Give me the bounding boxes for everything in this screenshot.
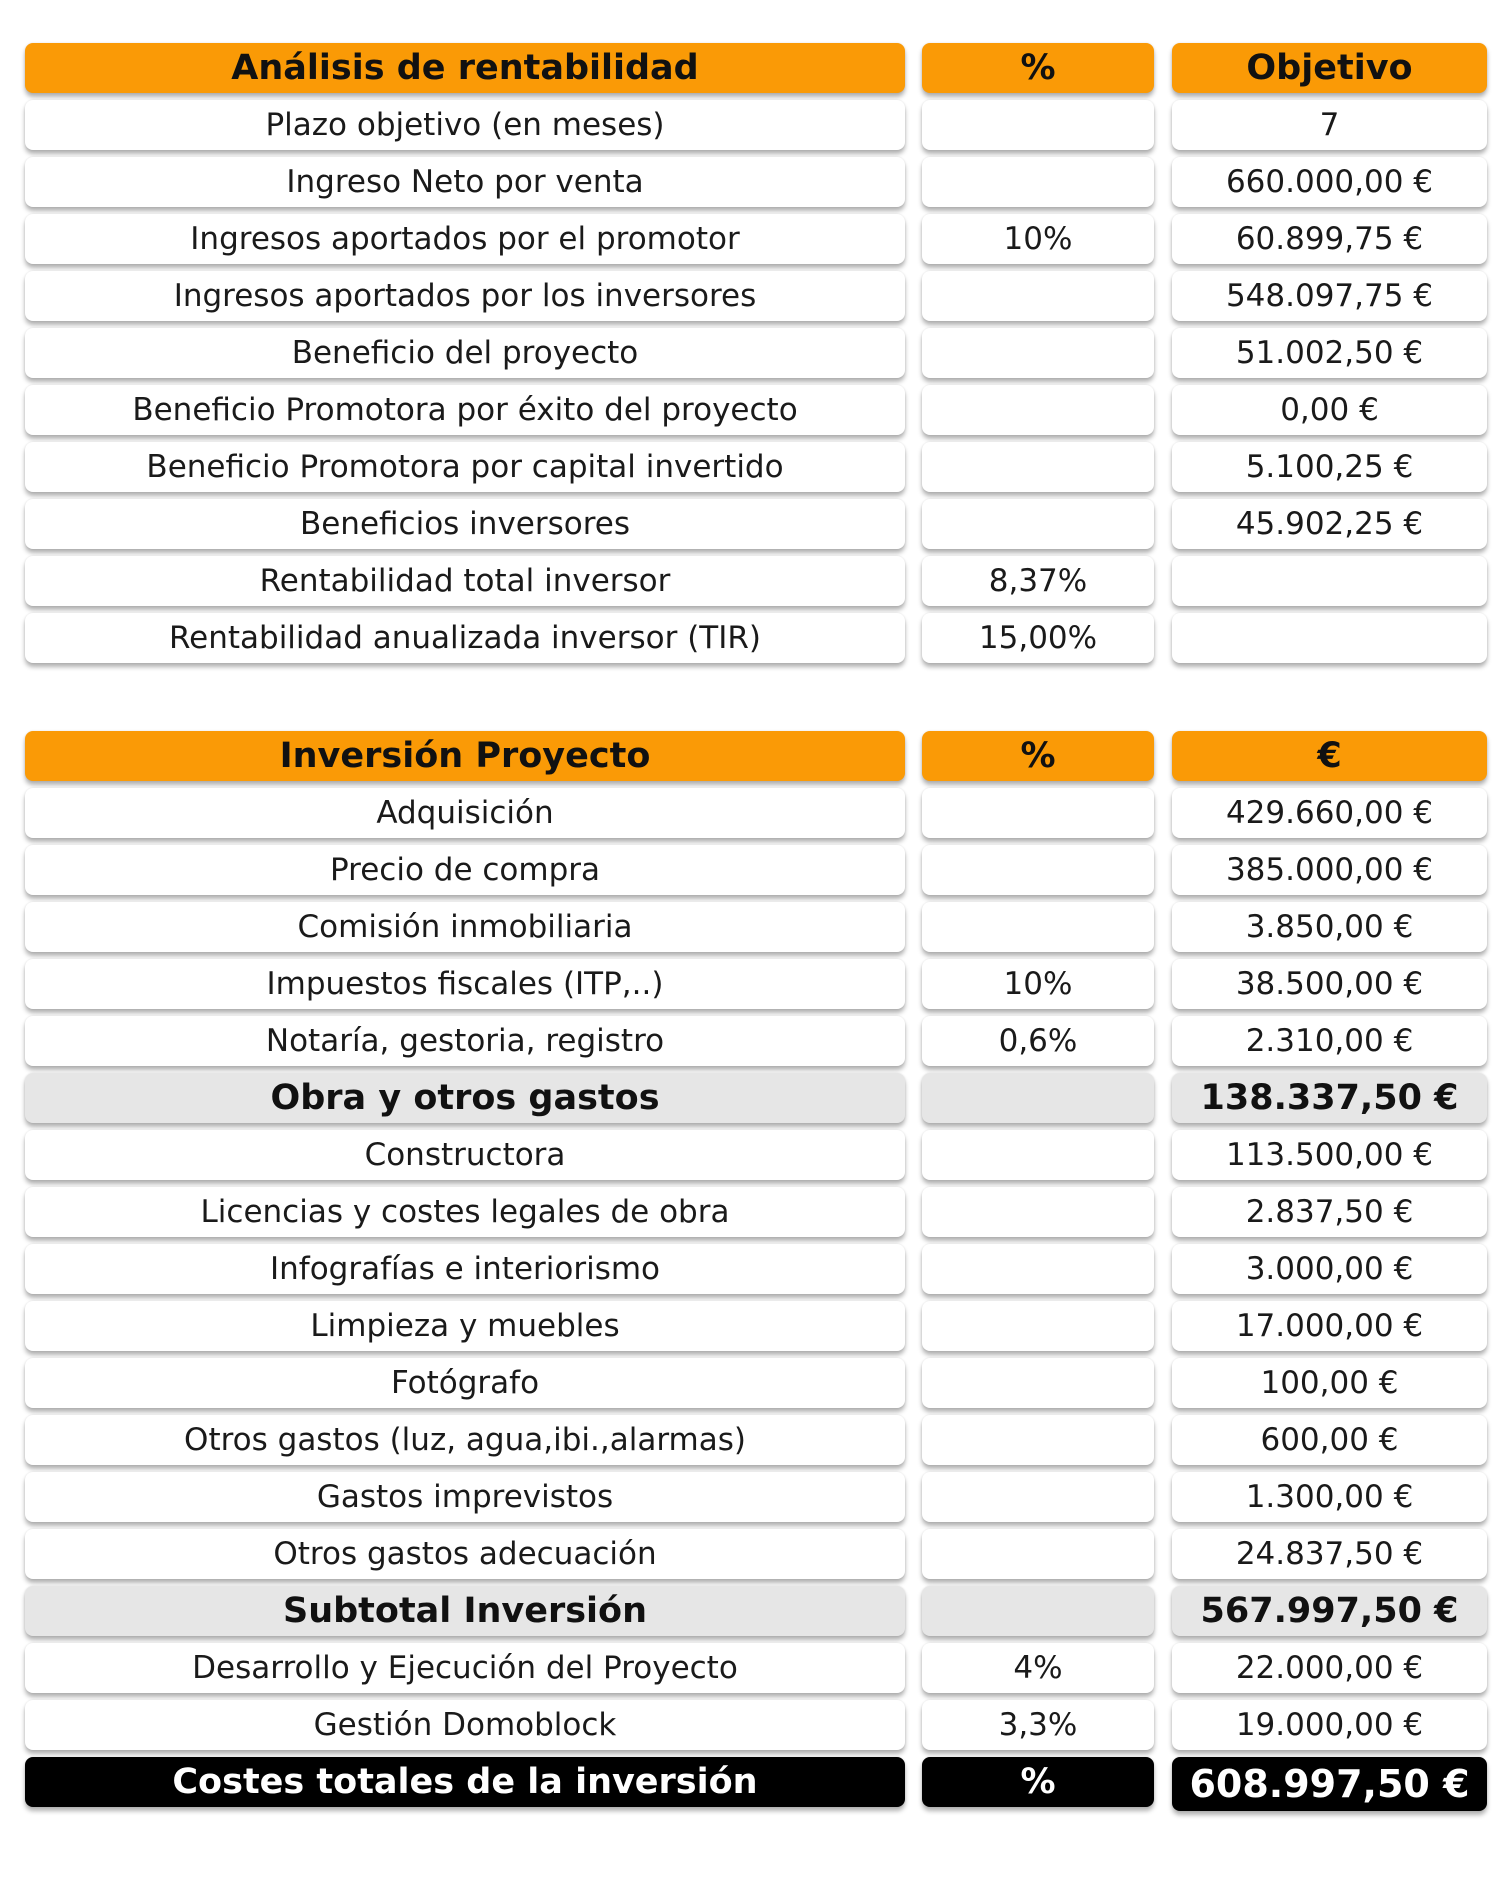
table-row [25,1301,1487,1351]
row-value: 0,00 € [1172,385,1487,435]
row-label: Limpieza y muebles [25,1301,905,1351]
row-label: Impuestos fiscales (ITP,..) [25,959,905,1009]
row-percent: % [922,43,1154,93]
row-percent [922,499,1154,549]
row-value: 1.300,00 € [1172,1472,1487,1522]
row-percent [922,1529,1154,1579]
row-label: Rentabilidad anualizada inversor (TIR) [25,613,905,663]
row-label: Gestión Domoblock [25,1700,905,1750]
row-percent [922,328,1154,378]
row-value: 2.837,50 € [1172,1187,1487,1237]
row-percent [922,1472,1154,1522]
row-percent [922,1415,1154,1465]
table-row [25,1016,1487,1066]
table-row [25,902,1487,952]
row-percent [922,1358,1154,1408]
row-value: 3.850,00 € [1172,902,1487,952]
table-row [25,1415,1487,1465]
row-percent: 3,3% [922,1700,1154,1750]
row-label: Beneficio Promotora por éxito del proyecto [25,385,905,435]
row-value: 7 [1172,100,1487,150]
row-label: Otros gastos (luz, agua,ibi.,alarmas) [25,1415,905,1465]
row-value: 600,00 € [1172,1415,1487,1465]
inversion-header-row [25,731,1487,781]
row-label: Subtotal Inversión [25,1586,905,1636]
row-percent [922,845,1154,895]
row-label: Precio de compra [25,845,905,895]
row-value: 22.000,00 € [1172,1643,1487,1693]
row-percent: % [922,731,1154,781]
row-value: 567.997,50 € [1172,1586,1487,1636]
row-percent: 4% [922,1643,1154,1693]
row-label: Infografías e interiorismo [25,1244,905,1294]
row-label: Plazo objetivo (en meses) [25,100,905,150]
row-percent: 8,37% [922,556,1154,606]
row-label: Beneficios inversores [25,499,905,549]
table-row [25,442,1487,492]
row-value: 17.000,00 € [1172,1301,1487,1351]
row-label: Ingresos aportados por el promotor [25,214,905,264]
row-value: 5.100,25 € [1172,442,1487,492]
table-row [25,100,1487,150]
row-label: Análisis de rentabilidad [25,43,905,93]
table-row [25,1529,1487,1579]
table-row [25,1187,1487,1237]
table-row [25,1472,1487,1522]
row-label: Adquisición [25,788,905,838]
subtotal-row [25,1586,1487,1636]
total-row [25,1757,1487,1807]
row-value: 60.899,75 € [1172,214,1487,264]
row-value: 100,00 € [1172,1358,1487,1408]
row-value: 385.000,00 € [1172,845,1487,895]
row-label: Costes totales de la inversión [25,1757,905,1807]
table-row [25,499,1487,549]
row-value [1172,613,1487,663]
inversion-table [25,731,1487,1814]
row-percent [922,902,1154,952]
row-percent [922,442,1154,492]
row-percent [922,157,1154,207]
row-value: 429.660,00 € [1172,788,1487,838]
table-row [25,157,1487,207]
table-row [25,788,1487,838]
row-value [1172,556,1487,606]
row-percent [922,385,1154,435]
row-percent: 15,00% [922,613,1154,663]
row-percent [922,1187,1154,1237]
row-value: 660.000,00 € [1172,157,1487,207]
row-label: Comisión inmobiliaria [25,902,905,952]
row-label: Fotógrafo [25,1358,905,1408]
row-label: Inversión Proyecto [25,731,905,781]
row-label: Obra y otros gastos [25,1073,905,1123]
row-label: Constructora [25,1130,905,1180]
row-label: Licencias y costes legales de obra [25,1187,905,1237]
row-label: Notaría, gestoria, registro [25,1016,905,1066]
row-label: Desarrollo y Ejecución del Proyecto [25,1643,905,1693]
row-value: 38.500,00 € [1172,959,1487,1009]
row-label: Rentabilidad total inversor [25,556,905,606]
row-value: 608.997,50 € [1172,1757,1487,1811]
row-value: 138.337,50 € [1172,1073,1487,1123]
table-row [25,1700,1487,1750]
table-row [25,959,1487,1009]
row-percent: % [922,1757,1154,1807]
row-percent [922,1130,1154,1180]
table-row [25,1358,1487,1408]
row-value: 45.902,25 € [1172,499,1487,549]
row-percent [922,1301,1154,1351]
rentabilidad-table [25,43,1487,670]
table-row [25,214,1487,264]
row-percent [922,271,1154,321]
row-value: 51.002,50 € [1172,328,1487,378]
table-row [25,1643,1487,1693]
row-value: Objetivo [1172,43,1487,93]
row-percent [922,788,1154,838]
row-value: 24.837,50 € [1172,1529,1487,1579]
row-value: 2.310,00 € [1172,1016,1487,1066]
table-row [25,1130,1487,1180]
row-percent: 10% [922,959,1154,1009]
row-value: € [1172,731,1487,781]
table-row [25,385,1487,435]
row-percent: 10% [922,214,1154,264]
row-percent [922,1073,1154,1123]
row-label: Ingresos aportados por los inversores [25,271,905,321]
row-percent: 0,6% [922,1016,1154,1066]
row-value: 548.097,75 € [1172,271,1487,321]
row-label: Beneficio Promotora por capital invertido [25,442,905,492]
row-label: Beneficio del proyecto [25,328,905,378]
table-row [25,845,1487,895]
rentabilidad-header-row [25,43,1487,93]
row-percent [922,100,1154,150]
table-row [25,613,1487,663]
table-row [25,556,1487,606]
row-label: Ingreso Neto por venta [25,157,905,207]
row-label: Otros gastos adecuación [25,1529,905,1579]
row-percent [922,1244,1154,1294]
row-percent [922,1586,1154,1636]
row-value: 113.500,00 € [1172,1130,1487,1180]
row-value: 3.000,00 € [1172,1244,1487,1294]
table-row [25,1244,1487,1294]
subtotal-row [25,1073,1487,1123]
table-row [25,271,1487,321]
row-label: Gastos imprevistos [25,1472,905,1522]
table-row [25,328,1487,378]
row-value: 19.000,00 € [1172,1700,1487,1750]
